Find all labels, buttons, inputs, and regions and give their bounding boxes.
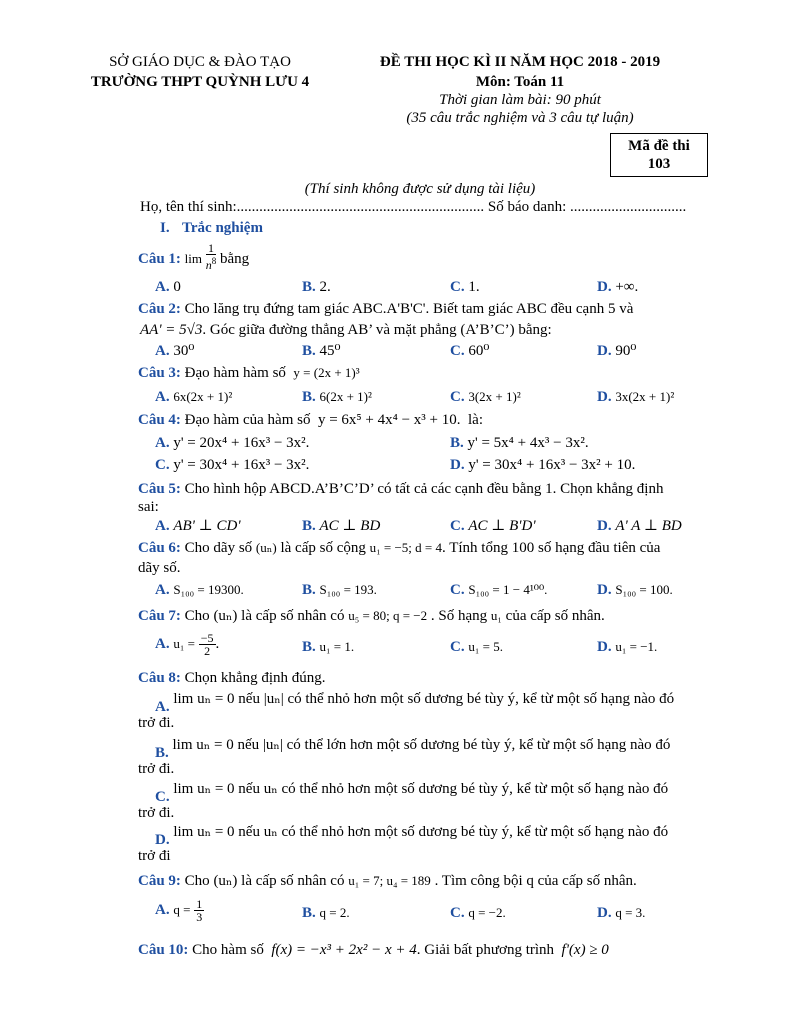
answer-b[interactable]: B. 45⁰ [302,343,341,359]
answer-b-cont: trở đi. [138,761,175,777]
answer-b[interactable]: B. 2. [302,279,331,295]
answer-d[interactable]: D. lim uₙ = 0 nếu uₙ có thể nhỏ hơn một số dương bé tùy ý, kể từ một số hạng nào đó [155,824,669,848]
answer-a[interactable]: A. lim uₙ = 0 nếu |uₙ| có thể nhỏ hơn một số dương bé tùy ý, kể từ một số hạng nào đó [155,691,675,715]
math-expr: f(x) = −x³ + 2x² − x + 4 [271,942,417,958]
answer-c[interactable]: C. S₁₀₀ = 1 − 4¹⁰⁰. [450,582,548,598]
answer-a[interactable]: A. q = $\frac{1}{3}$ [155,897,203,924]
exam-code-box [610,133,708,177]
question-label: Câu 4: [138,412,181,428]
school-name: TRƯỜNG THPT QUỲNH LƯU 4 [90,74,310,90]
question-8 [138,669,326,687]
math-expr: u₅ = 80; q = −2 [348,608,428,623]
question-text: là cấp số nhân có [241,873,345,889]
answer-d[interactable]: D. u₁ = −1. [597,639,658,655]
answer-c[interactable]: C. u₁ = 5. [450,639,503,655]
answer-d[interactable]: D. S₁₀₀ = 100. [597,582,673,598]
exam-note: (Thí sinh không được sử dụng tài liệu) [304,181,536,197]
answer-b[interactable]: B. S₁₀₀ = 193. [302,582,377,598]
question-text: bằng [220,250,250,267]
math-expr: f'(x) ≥ 0 [561,942,609,958]
math-expr: AA' = 5√3 [140,322,203,338]
section-title: Trắc nghiệm [182,220,263,236]
answer-a-cont: trở đi. [138,715,175,731]
answer-b[interactable]: B. AC ⊥ BD [302,518,381,534]
answer-b[interactable]: B. 6(2x + 1)² [302,389,372,405]
numerator: 1 [206,242,217,255]
answer-a[interactable]: A. 6x(2x + 1)² [155,389,233,405]
math-expr: (uₙ) [213,873,238,889]
question-text: . Tính tổng 100 số hạng đầu tiên của [442,540,661,556]
question-text: Cho [184,608,210,624]
answer-d[interactable]: D. y' = 30x⁴ + 16x³ − 3x² + 10. [450,457,636,473]
question-label: Câu 3: [138,365,181,381]
denominator: $n^8$ [205,256,217,272]
exam-code-label: Mã đề thi [628,138,690,154]
question-text: của cấp số nhân. [505,608,605,624]
question-text: Cho [184,873,210,889]
question-label: Câu 5: [138,481,181,497]
question-label: Câu 9: [138,873,181,889]
math-expr: (uₙ) [213,608,238,624]
question-text: là: [468,412,484,428]
question-6-line2: dãy số. [138,560,181,576]
answer-b[interactable]: B. q = 2. [302,905,350,921]
answer-b[interactable]: B. lim uₙ = 0 nếu |uₙ| có thể lớn hơn một số dương bé tùy ý, kể từ một số hạng nào đó [155,737,671,761]
math-expr: y = 6x⁵ + 4x⁴ − x³ + 10. [317,412,461,428]
math-expr: (uₙ) [255,540,277,555]
answer-c[interactable]: C. 1. [450,279,480,295]
question-5-line2: sai: [138,499,159,515]
lim-symbol: lim [184,250,203,266]
math-expr: y = (2x + 1)³ [293,365,360,380]
question-text: . Số hạng [430,608,488,624]
fraction [206,242,217,271]
answer-c[interactable]: C. lim uₙ = 0 nếu uₙ có thể nhỏ hơn một số dương bé tùy ý, kể từ một số hạng nào đó [155,781,669,805]
question-text: là cấp số nhân có [241,608,345,624]
question-text: . Góc giữa đường thẳng AB’ và mặt phẳng (A’B’C’) bằng: [202,322,552,338]
question-4 [138,411,483,429]
student-info-line: Họ, tên thí sinh:.................................................................. Số báo danh: ............................... [140,199,687,215]
answer-b[interactable]: B. u₁ = 1. [302,639,355,655]
question-9 [138,872,637,890]
question-text: Cho lăng trụ đứng tam giác ABC.A'B'C'. Biết tam giác ABC đều cạnh 5 và [184,301,634,317]
question-text: Cho hình hộp ABCD.A’B’C’D’ có tất cả các cạnh đều bằng 1. Chọn khẳng định [184,481,664,497]
exam-structure: (35 câu trắc nghiệm và 3 câu tự luận) [406,110,634,126]
answer-a[interactable]: A. 30⁰ [155,343,195,359]
question-1 [138,241,250,272]
answer-d-cont: trở đi [138,848,171,864]
question-3 [138,364,360,382]
math-expr: u₁ = 7; u₄ = 189 [348,873,431,888]
math-expr: u₁ = −5; d = 4 [369,540,442,555]
question-text: Chọn khẳng định đúng. [184,670,326,686]
question-7 [138,607,605,625]
answer-c-cont: trở đi. [138,805,175,821]
question-text: Cho hàm số [192,942,264,958]
exam-code: 103 [647,156,671,172]
answer-c[interactable]: C. y' = 30x⁴ + 16x³ − 3x². [155,457,310,473]
section-number: I. [160,220,170,236]
question-label: Câu 7: [138,608,181,624]
answer-a[interactable]: A. AB' ⊥ CD' [155,518,241,534]
question-label: Câu 10: [138,942,189,958]
answer-c[interactable]: C. 60⁰ [450,343,490,359]
math-expr: u₁ [490,608,502,623]
answer-d[interactable]: D. +∞. [597,279,639,295]
answer-a[interactable]: A. y' = 20x⁴ + 16x³ − 3x². [155,435,310,451]
question-label: Câu 1: [138,250,181,267]
exam-title: ĐỀ THI HỌC KÌ II NĂM HỌC 2018 - 2019 [379,54,661,70]
answer-d[interactable]: D. q = 3. [597,905,646,921]
question-text: . Tìm công bội q của cấp số nhân. [434,873,637,889]
question-10 [138,941,609,959]
question-2-line2 [140,321,552,339]
subject: Môn: Toán 11 [475,74,565,90]
answer-c[interactable]: C. 3(2x + 1)² [450,389,521,405]
question-2 [138,300,708,318]
question-label: Câu 8: [138,670,181,686]
question-label: Câu 2: [138,301,181,317]
exam-time: Thời gian làm bài: 90 phút [439,92,601,108]
question-text: Đạo hàm của hàm số [184,412,311,428]
department-name: SỞ GIÁO DỤC & ĐÀO TẠO [109,54,291,70]
question-text: Đạo hàm hàm số [184,365,286,381]
answer-c[interactable]: C. AC ⊥ B'D' [450,518,536,534]
answer-d[interactable]: D. A' A ⊥ BD [597,518,682,534]
question-text: . Giải bất phương trình [416,942,555,958]
question-6 [138,539,660,557]
question-5 [138,480,708,498]
answer-c[interactable]: C. q = −2. [450,905,506,921]
question-text: Cho dãy số [184,540,253,556]
question-text: là cấp số cộng [280,540,366,556]
question-label: Câu 6: [138,540,181,556]
answer-d[interactable]: D. 3x(2x + 1)² [597,389,675,405]
answer-a[interactable]: A. u₁ = $\frac{-5}{2}$ . [155,631,220,658]
answer-b[interactable]: B. y' = 5x⁴ + 4x³ − 3x². [450,435,589,451]
answer-a[interactable]: A. 0 [155,279,181,295]
answer-d[interactable]: D. 90⁰ [597,343,637,359]
answer-a[interactable]: A. S₁₀₀ = 19300. [155,582,244,598]
